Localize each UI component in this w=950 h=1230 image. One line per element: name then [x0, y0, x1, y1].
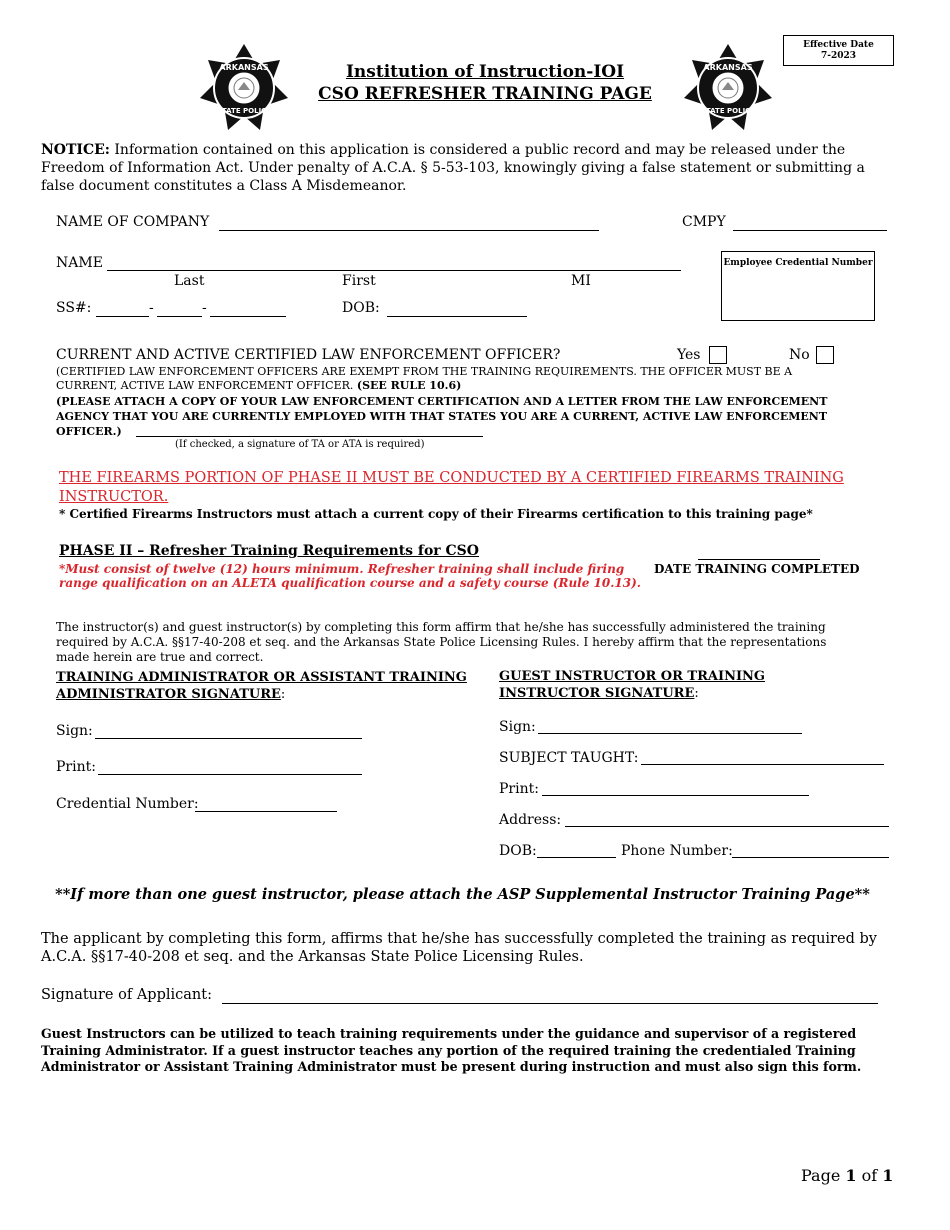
guest-address-input[interactable] [565, 813, 889, 827]
name-label: NAME [56, 255, 103, 271]
guest-instructor-footer-note: Guest Instructors can be utilized to teach training requirements under the guidance and supervisor of a registered Training Administrator. If a guest instructor teaches any portion of the required training the credentialed Training Administrator or Assistant Training Administrator must be present during instruction and must also sign this form. [41, 1026, 862, 1074]
guest-heading-line2: INSTRUCTOR SIGNATURE [499, 686, 695, 701]
leo-exempt-text [56, 365, 856, 393]
ta-print-input[interactable] [98, 761, 362, 775]
page-current: 1 [845, 1166, 857, 1185]
guest-sign-input[interactable] [538, 720, 802, 734]
employee-credential-label: Employee Credential Number [723, 258, 873, 268]
employee-credential-box[interactable] [721, 251, 875, 321]
guest-subject-label: SUBJECT TAUGHT: [499, 750, 639, 766]
date-completed-input[interactable] [698, 549, 820, 560]
leo-signature-note: (If checked, a signature of TA or ATA is required) [175, 439, 425, 450]
arkansas-state-police-seal-left [198, 42, 290, 134]
effective-date-value: 7-2023 [820, 51, 857, 61]
page-middle: of [856, 1166, 883, 1185]
guest-phone-label: Phone Number: [621, 843, 733, 859]
guest-address-label: Address: [499, 812, 562, 828]
company-name-label: NAME OF COMPANY [56, 214, 210, 230]
yes-checkbox[interactable] [709, 346, 727, 364]
guest-sign-label: Sign: [499, 719, 536, 735]
ss-part1-input[interactable] [96, 302, 149, 317]
date-completed-label: DATE TRAINING COMPLETED [654, 562, 860, 576]
guest-heading [499, 668, 765, 702]
form-title-line2: CSO REFRESHER TRAINING PAGE [318, 84, 652, 104]
ta-print-label: Print: [56, 759, 96, 775]
page-number [801, 1166, 893, 1185]
ss-separator-2: - [202, 300, 207, 316]
leo-exempt-body: (CERTIFIED LAW ENFORCEMENT OFFICERS ARE EXEMPT FROM THE TRAINING REQUIREMENTS. THE OFFICER MUST BE A CURRENT, ACTIVE LAW ENFORCEMENT OFFICER. [56, 365, 793, 392]
phase2-heading: PHASE II – Refresher Training Requirements for CSO [59, 543, 479, 559]
ta-credential-input[interactable] [195, 798, 337, 812]
last-name-caption: Last [174, 273, 205, 289]
dob-label: DOB: [342, 300, 380, 316]
firearms-warning: THE FIREARMS PORTION OF PHASE II MUST BE CONDUCTED BY A CERTIFIED FIREARMS TRAINING INSTRUCTOR. [59, 470, 844, 505]
no-checkbox[interactable] [816, 346, 834, 364]
effective-date-label: Effective Date [803, 40, 874, 50]
ss-part2-input[interactable] [157, 302, 202, 317]
svg-text:STATE POLICE: STATE POLICE [216, 107, 272, 115]
guest-print-label: Print: [499, 781, 539, 797]
no-label: No [789, 347, 810, 363]
guest-phone-input[interactable] [732, 844, 889, 858]
leo-attach-text: (PLEASE ATTACH A COPY OF YOUR LAW ENFORCEMENT CERTIFICATION AND A LETTER FROM THE LAW ENFORCEMENT AGENCY THAT YOU ARE CURRENTLY EMPLOYED WITH THAT STATES YOU ARE A CURRENT, ACTIVE LAW ENFORCEMENT OFFICER.) [56, 395, 828, 438]
ta-heading [56, 669, 467, 703]
guest-dob-label: DOB: [499, 843, 537, 859]
ta-heading-line2: ADMINISTRATOR SIGNATURE [56, 687, 281, 702]
ss-label: SS#: [56, 300, 92, 316]
supplemental-instructor-note: **If more than one guest instructor, please attach the ASP Supplemental Instructor Training Page** [55, 886, 870, 903]
cmpy-input[interactable] [733, 216, 887, 231]
arkansas-state-police-seal-right [682, 42, 774, 134]
ta-sign-input[interactable] [95, 725, 362, 739]
phase2-requirement: *Must consist of twelve (12) hours minimum. Refresher training shall include firing range qualification on an ALETA qualification course and a safety course (Rule 10.13). [59, 562, 641, 590]
guest-dob-input[interactable] [537, 844, 616, 858]
notice-label: NOTICE: [41, 142, 110, 158]
svg-text:ARKANSAS: ARKANSAS [703, 63, 753, 72]
ss-part3-input[interactable] [210, 302, 286, 317]
guest-heading-line1: GUEST INSTRUCTOR OR TRAINING [499, 669, 766, 684]
ss-separator-1: - [149, 300, 154, 316]
applicant-signature-label: Signature of Applicant: [41, 987, 212, 1003]
leo-rule-ref: (SEE RULE 10.6) [356, 379, 462, 392]
cmpy-label: CMPY [682, 214, 726, 230]
notice-text: Information contained on this application is considered a public record and may be released under the Freedom of Information Act. Under penalty of A.C.A. § 5-53-103, knowingly giving a false statement or submitting a false document constitutes a Class A Misdemeanor. [41, 142, 865, 194]
applicant-signature-input[interactable] [222, 989, 878, 1004]
yes-label: Yes [677, 347, 701, 363]
middle-initial-caption: MI [571, 273, 591, 289]
instructor-affirmation: The instructor(s) and guest instructor(s) by completing this form affirm that he/she has successfully administered the training required by A.C.A. §§17-40-208 et seq. and the Arkansas State Police Licensing Rules. I hereby affirm that the representations made herein are true and correct. [56, 620, 827, 664]
name-input[interactable] [107, 256, 681, 271]
guest-subject-input[interactable] [641, 751, 884, 765]
dob-input[interactable] [387, 302, 527, 317]
leo-question: CURRENT AND ACTIVE CERTIFIED LAW ENFORCEMENT OFFICER? [56, 347, 561, 363]
ta-sign-label: Sign: [56, 723, 93, 739]
svg-text:ARKANSAS: ARKANSAS [219, 63, 269, 72]
ta-heading-line1: TRAINING ADMINISTRATOR OR ASSISTANT TRAINING [56, 670, 467, 685]
ta-credential-label: Credential Number: [56, 796, 199, 812]
guest-print-input[interactable] [542, 782, 809, 796]
notice-paragraph [41, 141, 901, 195]
leo-signature-input[interactable] [136, 424, 483, 437]
applicant-affirmation: The applicant by completing this form, affirms that he/she has successfully completed the training as required by A.C.A. §§17-40-208 et seq. and the Arkansas State Police Licensing Rules. [41, 931, 877, 965]
page-total: 1 [882, 1166, 894, 1185]
effective-date-box [783, 35, 894, 66]
first-name-caption: First [342, 273, 376, 289]
ta-heading-colon: : [280, 687, 286, 702]
company-name-input[interactable] [219, 216, 599, 231]
svg-text:STATE POLICE: STATE POLICE [700, 107, 756, 115]
guest-heading-colon: : [694, 686, 699, 701]
firearms-note: * Certified Firearms Instructors must attach a current copy of their Firearms certification to this training page* [59, 507, 813, 521]
page-prefix: Page [801, 1166, 846, 1185]
form-title-line1: Institution of Instruction-IOI [345, 62, 625, 82]
